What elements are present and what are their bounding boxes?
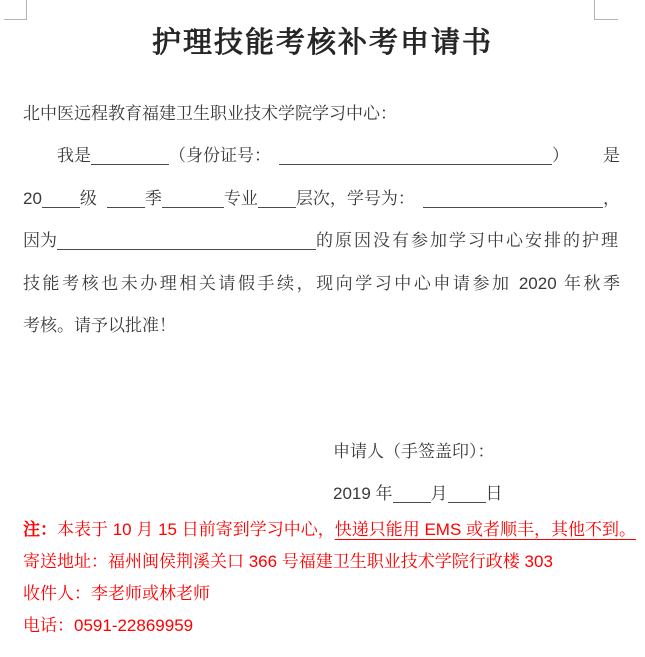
month-blank-field [393, 482, 431, 503]
reason-label: 因为 [23, 231, 57, 250]
major-blank-field [162, 187, 224, 208]
crop-mark-top-left-vertical [26, 0, 27, 19]
spacer [271, 144, 279, 168]
note-label: 注： [23, 520, 57, 539]
season-label: 季 [144, 189, 162, 208]
body-line-request: 技能考核也未办理相关请假手续，现向学习中心申请参加 2020 年秋季 [23, 274, 620, 293]
note-mailing-address: 寄送地址：福州闽侯荆溪关口 366 号福建卫生职业技术学院行政楼 303 [23, 552, 553, 571]
note-recipient: 收件人：李老师或林老师 [23, 584, 210, 603]
document-title: 护理技能考核补考申请书 [151, 27, 493, 59]
close-paren: ） [552, 146, 569, 165]
grade-label: 级 [79, 189, 97, 208]
id-number-label: （身份证号： [169, 146, 271, 165]
body-line-reason [23, 229, 620, 253]
year-prefix: 20 [23, 189, 42, 208]
body-line-approval: 考核。请予以批准！ [23, 316, 176, 335]
season-blank-field [107, 187, 145, 208]
spacer [97, 187, 107, 211]
note-courier-restriction-text: 快递只能用 EMS 或者顺丰，其他不到。 [334, 520, 637, 539]
applicant-signature-label: 申请人（手签盖印）： [333, 442, 495, 461]
day-label: 日 [485, 484, 503, 503]
student-id-blank-field [423, 187, 603, 208]
day-blank-field [448, 482, 486, 503]
spacer [569, 144, 603, 168]
crop-mark-top-right-vertical [594, 0, 595, 19]
reason-blank-field [57, 229, 316, 250]
level-blank-field [258, 187, 296, 208]
level-student-id-label: 层次，学号为： [295, 189, 415, 208]
id-number-blank-field [279, 144, 552, 165]
name-label: 我是 [57, 146, 91, 165]
spacer [415, 187, 423, 211]
year-blank-field [42, 187, 80, 208]
month-label: 月 [430, 484, 448, 503]
body-line-enrollment [23, 187, 620, 211]
body-line-identity [23, 144, 620, 168]
note-deadline-text: 本表于 10 月 15 日前寄到学习中心， [57, 520, 335, 539]
reason-continuation-text: 的原因没有参加学习中心安排的护理 [316, 231, 620, 250]
note-deadline-line [23, 518, 636, 542]
major-label: 专业 [223, 189, 258, 208]
paragraph-indent [23, 144, 57, 168]
greeting-line: 北中医远程教育福建卫生职业技术学院学习中心： [23, 104, 397, 123]
note-phone-number: 电话：0591-22869959 [23, 616, 194, 635]
comma: ， [603, 189, 620, 208]
name-blank-field [91, 144, 169, 165]
is-word: 是 [603, 146, 620, 165]
date-line [333, 482, 533, 506]
date-year-text: 2019 年 [333, 484, 393, 503]
